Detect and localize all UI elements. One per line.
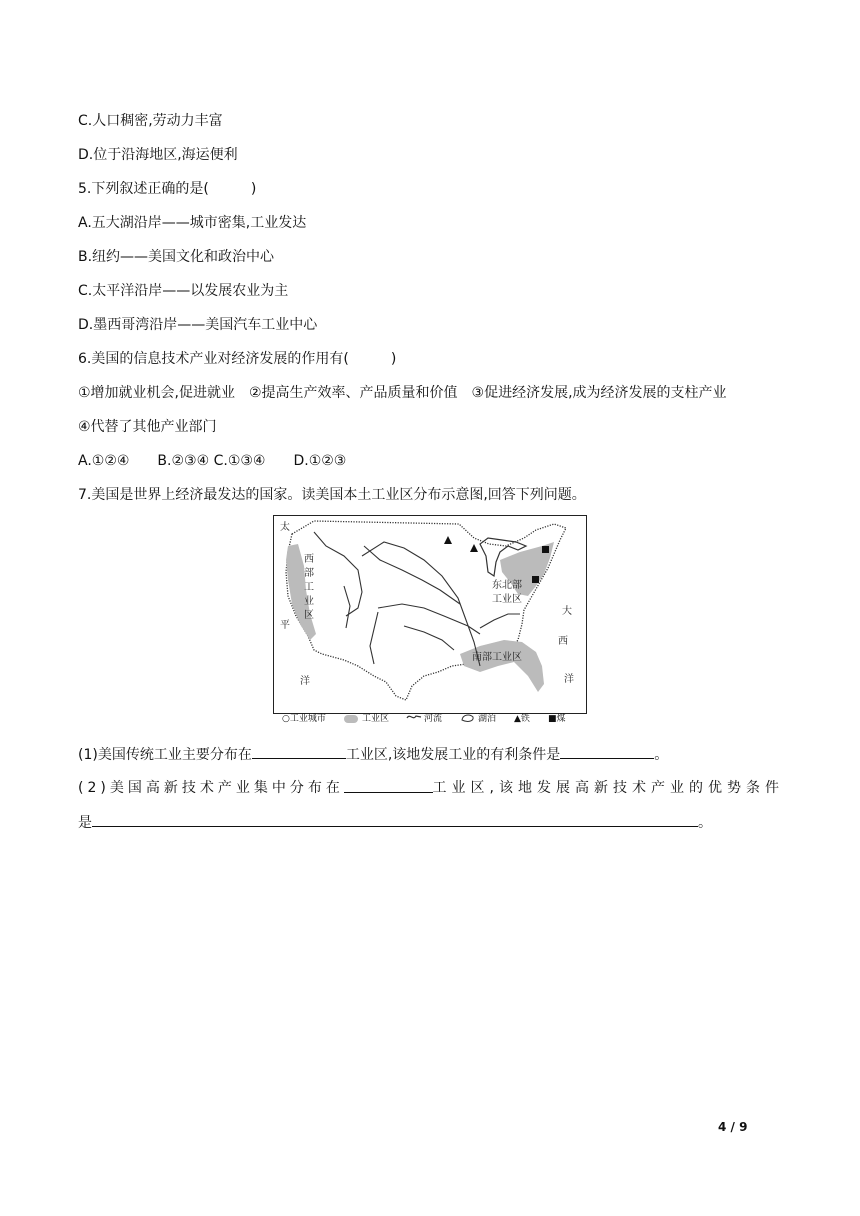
- q2-line2-start: 是: [78, 815, 92, 831]
- q1-end: 。: [654, 747, 669, 763]
- q1-text-1: (1)美国传统工业主要分布在: [78, 747, 252, 763]
- q1-blank-2[interactable]: [560, 744, 654, 759]
- iron-symbol-2: [470, 544, 478, 552]
- legend-city: ○工业城市: [282, 714, 326, 724]
- q1-blank-1[interactable]: [252, 744, 346, 759]
- question-7-2-cont: [78, 812, 712, 833]
- q6-options: A.①②④ B.②③④ C.①③④ D.①②③: [78, 453, 347, 469]
- q1-text-2: 工业区,该地发展工业的有利条件是: [345, 747, 561, 763]
- q2-text-1: (2)美国高新技术产业集中分布在: [78, 780, 344, 796]
- option-d-line: D.位于沿海地区,海运便利: [78, 147, 238, 163]
- pacific-label-3: 洋: [300, 676, 310, 687]
- q5-option-c: C.太平洋沿岸——以发展农业为主: [78, 283, 289, 299]
- legend-lake: 湖泊: [478, 714, 497, 724]
- us-map-svg: [274, 516, 586, 713]
- west-label-4: 业: [304, 596, 314, 607]
- coal-symbol-1: [542, 546, 549, 553]
- pacific-label-2: 平: [280, 620, 290, 631]
- pacific-label-1: 太: [280, 522, 290, 533]
- atlantic-label-3: 洋: [564, 674, 574, 685]
- south-region-shape: [460, 640, 544, 692]
- q2-blank-1[interactable]: [344, 778, 433, 793]
- map-legend: [282, 712, 582, 726]
- legend-region: 工业区: [362, 714, 390, 724]
- question-6: 6.美国的信息技术产业对经济发展的作用有( ): [78, 351, 397, 367]
- question-7-2: [78, 778, 784, 798]
- q6-statements: ①增加就业机会,促进就业 ②提高生产效率、产品质量和价值 ③促进经济发展,成为经济发展的支柱产业: [78, 385, 727, 401]
- legend-region-swatch: [344, 715, 358, 723]
- question-7: 7.美国是世界上经济最发达的国家。读美国本土工业区分布示意图,回答下列问题。: [78, 487, 586, 503]
- west-label-3: 工: [304, 582, 314, 593]
- legend-river: 河流: [424, 714, 443, 724]
- q2-blank-2[interactable]: [92, 812, 698, 827]
- west-label-1: 西: [304, 554, 314, 565]
- west-label-5: 区: [304, 610, 314, 621]
- legend-river-icon: [406, 712, 422, 727]
- q5-option-b: B.纽约——美国文化和政治中心: [78, 249, 275, 265]
- coal-symbol-2: [532, 576, 539, 583]
- south-label: 南部工业区: [472, 652, 522, 663]
- atlantic-label-1: 大: [562, 606, 572, 617]
- page-number: 4 / 9: [718, 1120, 748, 1134]
- question-7-1: [78, 744, 668, 765]
- atlantic-label-2: 西: [558, 636, 568, 647]
- q5-option-a: A.五大湖沿岸——城市密集,工业发达: [78, 215, 307, 231]
- option-c-line: C.人口稠密,劳动力丰富: [78, 113, 223, 129]
- q2-text-2: 工业区,该地发展高新技术产业的优势条件: [432, 780, 784, 796]
- q2-end: 。: [698, 815, 712, 831]
- west-label-2: 部: [304, 568, 314, 579]
- legend-coal: ■煤: [548, 714, 566, 724]
- q6-statement-4: ④代替了其他产业部门: [78, 419, 217, 435]
- us-outline: [286, 521, 566, 700]
- iron-symbol-1: [444, 536, 452, 544]
- us-industrial-map: [273, 515, 587, 714]
- northeast-label-2: 工业区: [492, 594, 522, 605]
- q5-option-d: D.墨西哥湾沿岸——美国汽车工业中心: [78, 317, 318, 333]
- legend-iron: ▲铁: [514, 714, 530, 724]
- legend-lake-icon: [460, 712, 476, 729]
- northeast-label-1: 东北部: [492, 580, 522, 591]
- question-5: 5.下列叙述正确的是( ): [78, 181, 257, 197]
